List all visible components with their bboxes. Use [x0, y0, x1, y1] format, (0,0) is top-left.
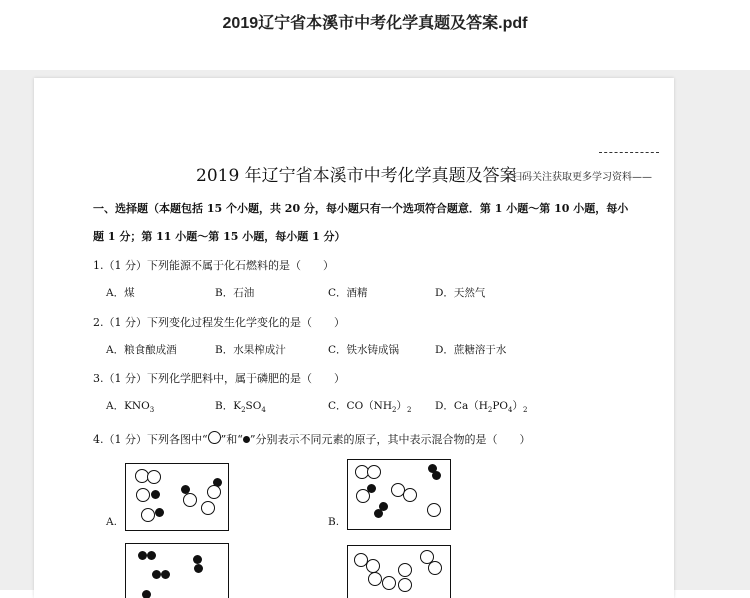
- document-title: 2019 年辽宁省本溪市中考化学真题及答案: [196, 166, 517, 186]
- viewer-header: [0, 0, 750, 70]
- q4-stem-part1: 4.（1 分）下列各图中“: [93, 433, 208, 446]
- file-title: 2019辽宁省本溪市中考化学真题及答案.pdf: [222, 15, 528, 32]
- header-rule: [599, 152, 659, 154]
- q1-option-c: C．酒精: [328, 287, 368, 299]
- q3-d-mid: PO: [492, 400, 509, 412]
- pdf-page: [34, 78, 674, 598]
- q3-stem: 3.（1 分）下列化学肥料中，属于磷肥的是（ ）: [93, 372, 345, 385]
- black-atom: [142, 590, 151, 598]
- section-heading-line1: 一、选择题（本题包括 15 个小题，共 20 分，每小题只有一个选项符合题意．第 1 小题～第 10 小题，每小: [93, 202, 629, 215]
- black-atom: [193, 555, 202, 564]
- diagram-b: [347, 459, 451, 530]
- q3-d-sub1: 2: [487, 406, 493, 415]
- q3-c-text: C．CO（NH: [328, 400, 393, 412]
- document-viewer[interactable]: [0, 70, 750, 590]
- q3-option-a: [106, 398, 154, 414]
- white-atom-icon: [208, 431, 221, 444]
- q4-label-a: A.: [106, 516, 117, 528]
- black-atom: [432, 471, 441, 480]
- q4-stem-part2: ”和“: [220, 433, 243, 446]
- white-atom: [398, 563, 412, 577]
- q2-option-c: C．铁水铸成锅: [328, 344, 400, 356]
- white-atom: [367, 465, 381, 479]
- q4-stem: [93, 431, 531, 447]
- white-atom: [366, 559, 380, 573]
- black-atom: [138, 551, 147, 560]
- black-atom: [151, 490, 160, 499]
- q3-d-sub3: 2: [523, 406, 528, 415]
- white-atom: [428, 561, 442, 575]
- white-atom: [201, 501, 215, 515]
- q2-stem: 2.（1 分）下列变化过程发生化学变化的是（ ）: [93, 316, 345, 329]
- white-atom: [147, 470, 161, 484]
- q2-option-a: A．粮食酿成酒: [106, 344, 177, 356]
- diagram-d: [347, 545, 451, 598]
- black-atom-icon: [243, 436, 250, 443]
- q3-c-mid: ）: [396, 400, 407, 412]
- q3-option-c: [328, 398, 411, 414]
- q3-c-sub1: 2: [392, 406, 397, 415]
- black-atom: [147, 551, 156, 560]
- q1-option-b: B．石油: [215, 287, 255, 299]
- white-atom: [356, 489, 370, 503]
- q4-stem-part3: ”分别表示不同元素的原子，其中表示混合物的是（ ）: [249, 433, 531, 446]
- q3-c-sub2: 2: [407, 406, 412, 415]
- q3-option-d: [435, 398, 527, 414]
- q3-b-sub2: 4: [261, 406, 266, 415]
- white-atom: [207, 485, 221, 499]
- white-atom: [368, 572, 382, 586]
- promo-banner: 扫码关注获取更多学习资料——: [512, 172, 652, 183]
- q1-option-d: D．天然气: [435, 287, 486, 299]
- black-atom: [155, 508, 164, 517]
- q3-d-sub2: 4: [508, 406, 513, 415]
- white-atom: [403, 488, 417, 502]
- q3-b-text: B．K: [215, 400, 242, 412]
- q2-option-b: B．水果榨成汁: [215, 344, 286, 356]
- white-atom: [382, 576, 396, 590]
- black-atom: [194, 564, 203, 573]
- white-atom: [427, 503, 441, 517]
- section-heading-line2: 题 1 分；第 11 小题～第 15 小题，每小题 1 分）: [93, 230, 346, 243]
- black-atom: [374, 509, 383, 518]
- black-atom: [161, 570, 170, 579]
- diagram-a: [125, 463, 229, 531]
- q2-option-d: D．蔗糖溶于水: [435, 344, 507, 356]
- q3-option-b: [215, 398, 266, 414]
- q3-b-mid: SO: [245, 400, 262, 412]
- white-atom: [136, 488, 150, 502]
- black-atom: [152, 570, 161, 579]
- q3-a-text: A．KNO: [106, 400, 150, 412]
- q4-label-b: B.: [328, 516, 340, 528]
- q3-d-text: D．Ca（H: [435, 400, 488, 412]
- q1-option-a: A．煤: [106, 287, 135, 299]
- q3-b-sub1: 2: [241, 406, 246, 415]
- q3-a-sub: 3: [149, 406, 155, 415]
- q1-stem: 1.（1 分）下列能源不属于化石燃料的是（ ）: [93, 259, 334, 272]
- q3-d-mid2: ）: [512, 400, 523, 412]
- white-atom: [183, 493, 197, 507]
- white-atom: [141, 508, 155, 522]
